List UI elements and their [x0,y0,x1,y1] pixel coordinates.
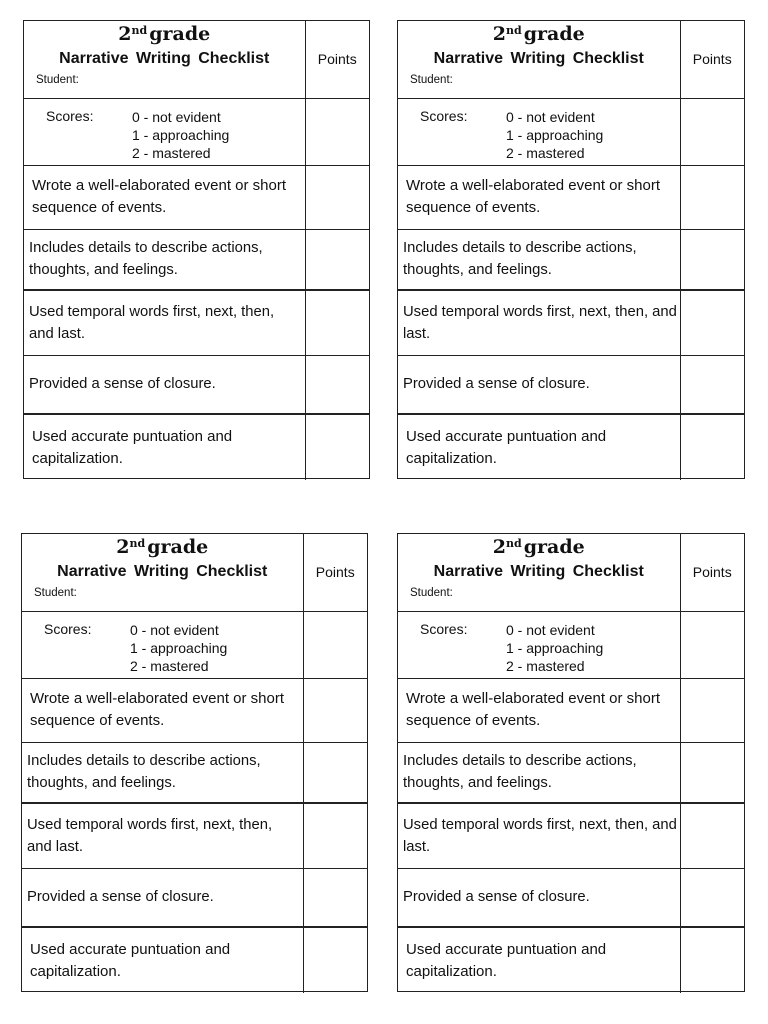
criterion-row [24,414,369,480]
criterion-text: Wrote a well-elaborated event or short sequence of events. [32,177,287,216]
checklist-table [24,21,369,480]
criterion-row [398,742,744,803]
criterion-row [398,868,744,927]
score-levels [130,621,227,675]
points-cell[interactable] [303,927,367,993]
points-cell[interactable] [303,678,367,742]
checklist-title: Narrative Writing Checklist [433,563,644,580]
score-level: 2 - mastered [506,144,585,161]
points-cell[interactable] [305,290,369,355]
points-cell[interactable] [680,927,744,993]
points-cell[interactable] [305,98,369,165]
points-cell[interactable] [680,165,744,229]
points-cell[interactable] [680,611,744,678]
header-row [398,21,744,98]
header-row [22,534,367,611]
criterion-text: Provided a sense of closure. [29,376,216,393]
scores-row [22,611,367,678]
criterion-row [24,290,369,355]
criterion-text: Provided a sense of closure. [403,376,590,393]
criterion-row [24,355,369,414]
score-level: 2 - mastered [506,657,585,674]
writing-checklist-card-1 [23,20,370,479]
checklist-title: Narrative Writing Checklist [433,50,644,67]
points-cell[interactable] [303,868,367,927]
points-cell[interactable] [680,803,744,868]
scores-row [398,98,744,165]
score-level: 1 - approaching [506,639,604,656]
student-label: Student: [34,587,77,599]
points-cell[interactable] [680,98,744,165]
criterion-row [398,165,744,229]
criterion-text: Includes details to describe actions, thoughts, and feelings. [403,753,637,792]
criterion-row [398,414,744,480]
criterion-row [22,742,367,803]
score-levels [506,108,603,162]
score-level: 0 - not evident [130,621,219,638]
scores-label: Scores: [420,107,468,124]
points-cell[interactable] [303,611,367,678]
scores-row [24,98,369,165]
points-cell[interactable] [680,742,744,803]
scores-label: Scores: [420,620,468,637]
writing-checklist-card-2 [397,20,745,479]
criterion-row [22,927,367,993]
score-levels [132,108,229,162]
criterion-row [398,355,744,414]
criterion-row [24,229,369,290]
grade-heading: 2nd grade [492,536,585,558]
checklist-title: Narrative Writing Checklist [59,50,270,67]
criterion-text: Used temporal words first, next, then, and last. [29,303,275,342]
grade-heading: 2nd grade [118,23,211,45]
points-header: Points [692,51,732,68]
criterion-row [22,868,367,927]
criterion-text: Provided a sense of closure. [403,889,590,906]
score-levels [506,621,603,675]
criterion-text: Wrote a well-elaborated event or short sequence of events. [30,690,285,729]
points-header: Points [315,564,355,581]
criterion-row [24,165,369,229]
student-label: Student: [36,74,79,86]
criterion-text: Used accurate puntuation and capitalization. [30,940,231,980]
points-cell[interactable] [303,803,367,868]
criterion-text: Includes details to describe actions, thoughts, and feelings. [27,753,261,792]
criterion-row [398,229,744,290]
criterion-text: Used accurate puntuation and capitalization. [406,427,607,467]
score-level: 0 - not evident [506,621,595,638]
checklist-title: Narrative Writing Checklist [57,563,268,580]
criterion-text: Wrote a well-elaborated event or short sequence of events. [406,690,661,729]
writing-checklist-card-4 [397,533,745,992]
student-label: Student: [410,74,453,86]
criterion-text: Wrote a well-elaborated event or short sequence of events. [406,177,661,216]
scores-label: Scores: [46,107,94,124]
points-cell[interactable] [305,355,369,414]
score-level: 2 - mastered [130,657,209,674]
writing-checklist-card-3 [21,533,368,992]
points-cell[interactable] [680,868,744,927]
score-level: 2 - mastered [132,144,211,161]
checklist-table [398,534,744,993]
scores-row [398,611,744,678]
header-row [24,21,369,98]
criterion-text: Used accurate puntuation and capitalization. [32,427,233,467]
score-level: 0 - not evident [506,108,595,125]
criterion-text: Used temporal words first, next, then, and last. [403,816,677,855]
points-cell[interactable] [680,678,744,742]
score-level: 0 - not evident [132,108,221,125]
points-header: Points [317,51,357,68]
grade-heading: 2nd grade [492,23,585,45]
points-cell[interactable] [680,290,744,355]
points-cell[interactable] [305,414,369,480]
criterion-text: Includes details to describe actions, thoughts, and feelings. [403,240,637,279]
score-level: 1 - approaching [132,126,230,143]
points-cell[interactable] [680,229,744,290]
criterion-row [398,803,744,868]
criterion-row [22,678,367,742]
points-cell[interactable] [305,165,369,229]
points-cell[interactable] [680,355,744,414]
grade-heading: 2nd grade [116,536,209,558]
score-level: 1 - approaching [130,639,228,656]
criterion-text: Used temporal words first, next, then, and last. [27,816,273,855]
student-label: Student: [410,587,453,599]
criterion-row [398,927,744,993]
criterion-row [398,290,744,355]
criterion-text: Used accurate puntuation and capitalization. [406,940,607,980]
scores-label: Scores: [44,620,92,637]
criterion-row [398,678,744,742]
points-cell[interactable] [680,414,744,480]
criterion-text: Provided a sense of closure. [27,889,214,906]
checklist-table [398,21,744,480]
points-header: Points [692,564,732,581]
points-cell[interactable] [305,229,369,290]
checklist-table [22,534,367,993]
criterion-text: Includes details to describe actions, thoughts, and feelings. [29,240,263,279]
points-cell[interactable] [303,742,367,803]
header-row [398,534,744,611]
criterion-text: Used temporal words first, next, then, and last. [403,303,677,342]
criterion-row [22,803,367,868]
score-level: 1 - approaching [506,126,604,143]
